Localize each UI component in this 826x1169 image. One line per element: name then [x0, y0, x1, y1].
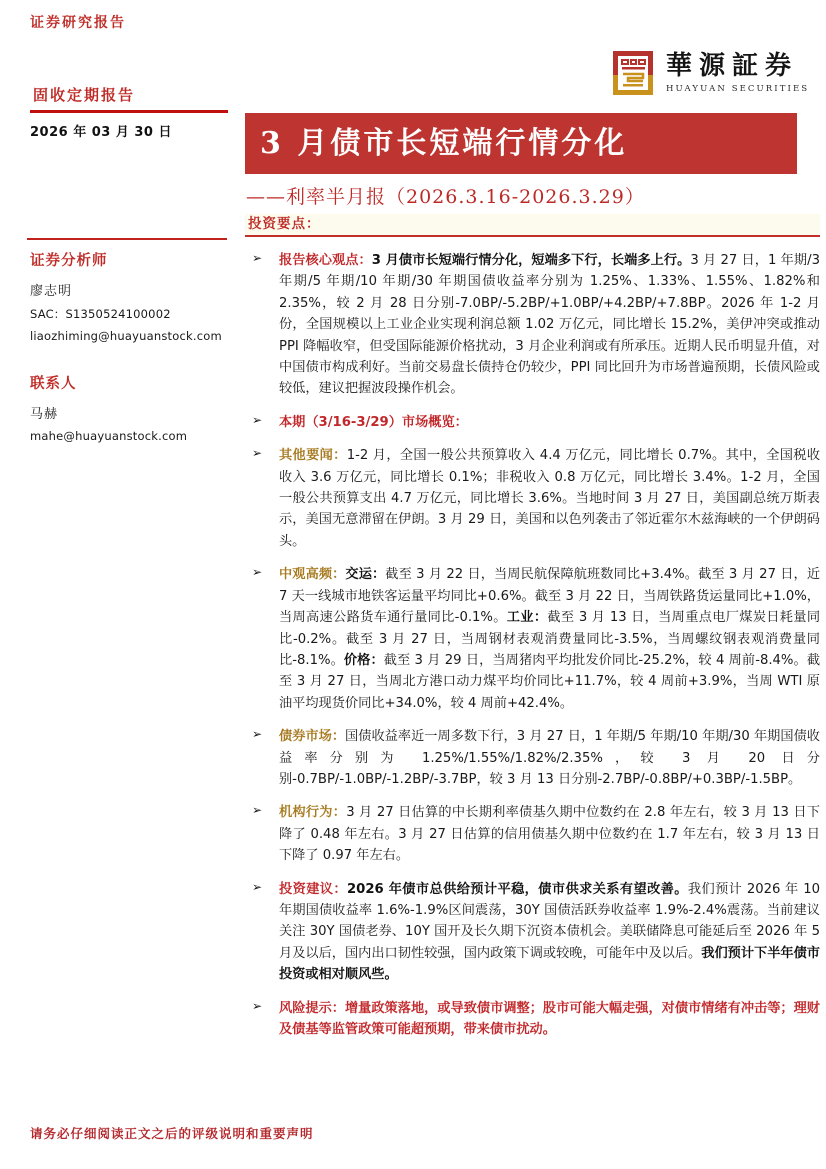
arrow-bullet-icon: ➢ — [252, 998, 263, 1013]
analyst-sidebar — [27, 238, 229, 450]
bullet-text — [279, 564, 820, 714]
brand-name-cn: 華源証券 — [666, 51, 799, 81]
arrow-bullet-icon: ➢ — [252, 565, 263, 580]
bullet-text — [279, 802, 820, 866]
sidebar-spacer — [27, 350, 229, 372]
bullet-segment: 我们预计下半年债市投资或相对顺风些。 — [279, 945, 820, 983]
contact-email: mahe@huayuanstock.com — [30, 429, 188, 443]
bullet-item — [245, 250, 820, 400]
bullet-segment: 投资建议： — [279, 881, 347, 897]
report-type-label: 固收定期报告 — [33, 86, 136, 104]
bullet-text — [279, 879, 820, 986]
bullet-segment: 中观高频： — [279, 567, 346, 583]
bullet-segment: 报告核心观点： — [279, 253, 372, 268]
brand-logo — [610, 48, 809, 98]
bullet-item — [245, 802, 820, 866]
arrow-bullet-icon: ➢ — [252, 251, 263, 265]
bullet-segment: 截至 3 月 22 日，当周民航保障航班数同比+3.4%。截至 3 月 27 日，近 7 天一线城市地铁客运量平均同比+0.6%。截至 3 月 22 日，当周铁路货运量同比+1.0%，当周高速公路货车通行量同比-0.1%。 — [279, 567, 821, 626]
red-divider — [30, 110, 228, 113]
report-date: 2026 年 03 月 30 日 — [30, 125, 172, 140]
bullet-item — [245, 998, 820, 1041]
bullet-segment: 本期（3/16-3/29）市场概览： — [279, 414, 468, 430]
report-category-label: 证券研究报告 — [30, 15, 126, 31]
bullet-segment: 债券市场： — [279, 729, 346, 745]
bullet-item — [245, 726, 820, 790]
contact-heading: 联系人 — [30, 375, 77, 392]
bullet-segment: 风险提示：增量政策落地，或导致债市调整；股市可能大幅走强，对债市情绪有冲击等；理财及债基等监管政策可能超预期，带来债市扰动。 — [279, 1000, 820, 1037]
arrow-bullet-icon: ➢ — [252, 803, 263, 818]
brand-text — [666, 48, 809, 94]
bullet-text — [279, 412, 820, 433]
bullet-segment: 3 月 27 日，1 年期/3 年期/5 年期/10 年期/30 年期国债收益率分别为 1.25%、1.33%、1.55%、1.82%和 2.35%，较 2 月 28 日分别-7.0BP/-5.2BP/+1.0BP/+4.2BP/+7.8BP。2026 年 1-2 月份，全国规模以上工业企业实现利润总额 1.02 万亿元，同比增长 15.2%，美伊冲突或推动 PPI 降幅收窄，但受国际能源价格扰动，3 月企业利润或有所承压。近期人民币明显升值，对中国债市构成利好。当前交易盘长债持仓仍较少，PPI 同比回升为市场普遍预期，长债风险或较低，建议把握波段操作机会。 — [279, 253, 820, 397]
analyst-heading: 证券分析师 — [30, 252, 108, 269]
bullet-item — [245, 412, 820, 433]
bullet-segment: 2026 年债市总供给预计平稳，债市供求关系有望改善。 — [347, 881, 688, 897]
bullet-segment: 1-2 月，全国一般公共预算收入 4.4 万亿元，同比增长 0.7%。其中，全国税收收入 3.6 万亿元，同比增长 0.1%；非税收入 0.8 万亿元，同比增长 3.4%。1-2 月，全国一般公共预算支出 4.7 万亿元，同比增长 3.6%。当地时间 3 月 27 日，美国副总统万斯表示，美国无意滞留在伊朗。3 月 29 日，美国和以色列袭击了邻近霍尔木兹海峡的一个伊朗码头。 — [279, 448, 821, 549]
key-points-band — [245, 214, 820, 237]
sidebar-red-divider — [27, 238, 227, 240]
bullet-text — [279, 250, 820, 400]
arrow-bullet-icon: ➢ — [252, 412, 263, 427]
bullet-segment: 3 月 27 日估算的中长期利率债基久期中位数约在 2.8 年左右，较 3 月 13 日下降了 0.48 年左右。3 月 27 日估算的信用债基久期中位数约在 1.7 年左右，较 3 月 13 日下降了 0.97 年左右。 — [279, 805, 820, 864]
bullet-segment: 机构行为： — [279, 805, 347, 821]
brand-seal-icon — [610, 48, 656, 98]
bullet-item — [245, 445, 820, 552]
bullet-text — [279, 445, 820, 552]
contact-name: 马赫 — [30, 407, 59, 422]
bullet-segment: 3 月债市长短端行情分化，短端多下行，长端多上行。 — [371, 253, 691, 268]
arrow-bullet-icon: ➢ — [252, 446, 263, 461]
brand-name-en: HUAYUAN SECURITIES — [666, 84, 810, 94]
bullet-segment: 我们预计 2026 年 10 年期国债收益率 1.6%-1.9%区间震荡，30Y 国债活跃券收益率 1.9%-2.4%震荡。当前建议关注 30Y 国债老券、10Y 国开及长久期下沉资本债机会。美联储降息可能延后至 2026 年 5 月及以后，国内出口韧性较强，国内政策下调或较晚，可能年中及以后。 — [279, 881, 821, 961]
bullet-segment: 价格： — [343, 652, 384, 668]
bullet-segment: 其他要闻： — [279, 448, 347, 464]
footer-disclaimer: 请务必仔细阅读正文之后的评级说明和重要声明 — [30, 1126, 314, 1141]
arrow-bullet-icon: ➢ — [252, 727, 263, 742]
report-subtitle: ——利率半月报（2026.3.16-2026.3.29） — [246, 186, 645, 208]
bullet-segment: 工业： — [506, 610, 548, 626]
bullet-item — [245, 564, 820, 714]
bullet-segment: 国债收益率近一周多数下行，3 月 27 日，1 年期/5 年期/10 年期/30 年期国债收益率分别为 1.25%/1.55%/1.82%/2.35%，较 3 月 20 日分别-0.7BP/-1.0BP/-1.2BP/-3.7BP，较 3 月 13 日分别-2.7BP/-0.8BP/+0.3BP/-1.5BP。 — [279, 729, 820, 787]
arrow-bullet-icon: ➢ — [252, 879, 263, 894]
key-points-list — [245, 250, 820, 1052]
key-points-label: 投资要点： — [248, 216, 321, 232]
analyst-name: 廖志明 — [30, 284, 73, 299]
bullet-segment: 交运： — [345, 567, 386, 583]
analyst-email: liaozhiming@huayuanstock.com — [30, 329, 222, 343]
bullet-segment: 截至 3 月 13 日，当周重点电厂煤炭日耗量同比-0.2%。截至 3 月 27 日，当周钢材表观消费量同比-3.5%，当周螺纹钢表观消费量同比-8.1%。 — [279, 610, 821, 668]
bullet-segment: 截至 3 月 29 日，当周猪肉平均批发价同比-25.2%，较 4 周前-8.4%。截至 3 月 27 日，当周北方港口动力煤平均价同比+11.7%，较 4 周前+3.9%，当周 WTI 原油平均现货价同比+34.0%，较 4 周前+42.4%。 — [279, 652, 821, 711]
analyst-sac-number: SAC：S1350524100002 — [30, 307, 171, 321]
bullet-text — [279, 998, 820, 1041]
bullet-text — [279, 726, 820, 790]
report-title-banner: 3 月债市长短端行情分化 — [245, 113, 797, 174]
bullet-item — [245, 879, 820, 986]
